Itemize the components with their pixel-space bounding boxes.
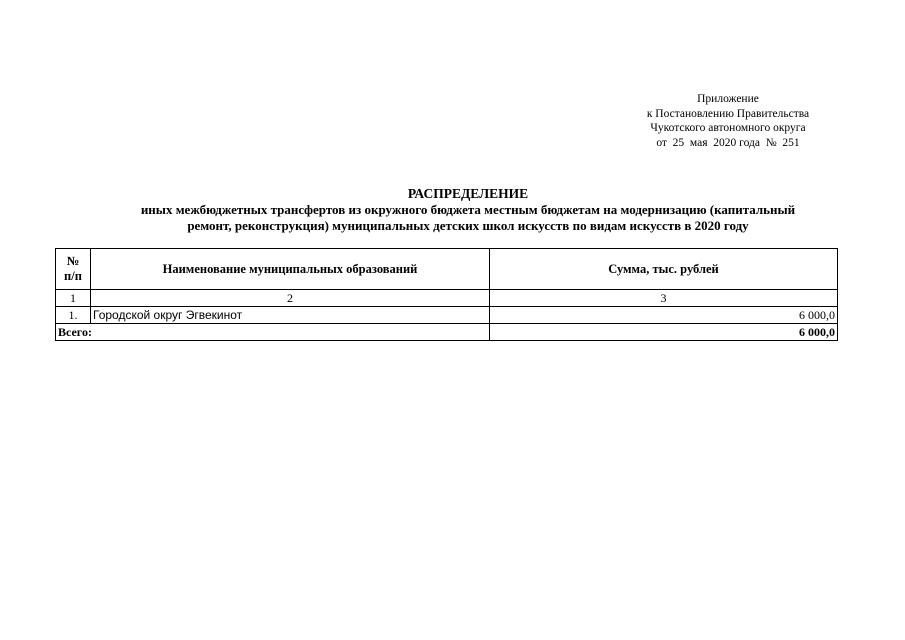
appendix-title: Приложение xyxy=(697,93,759,105)
column-number-row xyxy=(56,290,838,307)
total-amount: 6 000,0 xyxy=(490,324,838,341)
appendix-date-number: от 25 мая 2020 года № 251 xyxy=(656,136,800,149)
column-number-2: 2 xyxy=(91,290,490,307)
header-amount: Сумма, тыс. рублей xyxy=(490,249,838,290)
table-header-row xyxy=(56,249,838,290)
column-number-3: 3 xyxy=(490,290,838,307)
document-title xyxy=(40,186,896,234)
total-row xyxy=(56,324,838,341)
table-row xyxy=(56,307,838,324)
total-label: Всего: xyxy=(56,324,490,341)
distribution-table xyxy=(55,248,838,341)
header-number-label: п/п xyxy=(64,269,82,283)
header-name: Наименование муниципальных образований xyxy=(91,249,490,290)
row-municipality-name: Городской округ Эгвекинот xyxy=(91,307,490,324)
title-subtitle-line1: иных межбюджетных трансфертов из окружного бюджета местным бюджетам на модернизацию (капитальный xyxy=(140,202,796,217)
appendix-resolution: к Постановлению Правительства xyxy=(646,107,810,120)
column-number-1: 1 xyxy=(56,290,91,307)
row-number: 1. xyxy=(56,307,91,324)
title-heading: РАСПРЕДЕЛЕНИЕ xyxy=(407,186,529,201)
title-subtitle-line2: ремонт, реконструкция) муниципальных детских школ искусств по видам искусств в 2020 году xyxy=(187,218,749,233)
header-number-symbol: № xyxy=(66,254,80,268)
appendix-region: Чукотского автономного округа xyxy=(650,122,806,134)
header-number xyxy=(56,249,91,290)
appendix-block xyxy=(628,92,828,150)
row-amount: 6 000,0 xyxy=(490,307,838,324)
